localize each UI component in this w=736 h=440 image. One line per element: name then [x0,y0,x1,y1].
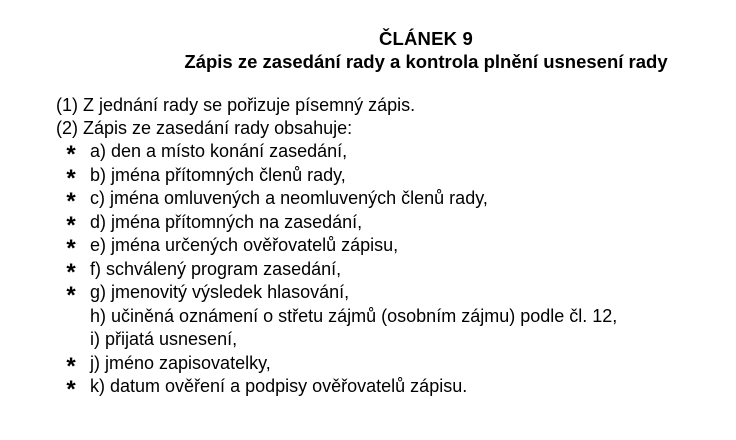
paragraph-2: (2) Zápis ze zasedání rady obsahuje: [56,118,353,138]
asterisk-icon: * [66,188,76,215]
asterisk-icon: * [66,282,76,309]
article-number: ČLÁNEK 9 [378,28,474,49]
asterisk-icon: * [66,235,76,262]
paragraph-1: (1) Z jednání rady se pořizuje písemný zápis. [56,95,416,115]
list-item-text: h) učiněná oznámení o střetu zájmů (osobním zájmu) podle čl. 12, [90,305,618,326]
paragraph-list [56,94,415,140]
list-item-text: i) přijatá usnesení, [90,329,238,349]
list-item-text: f) schválený program zasedání, [90,258,342,279]
list-item-text: e) jména určených ověřovatelů zápisu, [90,235,399,255]
list-item-text: g) jmenovitý výsledek hlasování, [90,282,350,302]
list-item-text: a) den a místo konání zasedání, [90,141,348,161]
list-item-text: d) jména přítomných na zasedání, [90,211,363,232]
asterisk-icon: * [66,258,76,286]
article-title: Zápis ze zasedání rady a kontrola plnění usnesení rady [184,51,668,72]
list-item-text: j) jméno zapisovatelky, [90,352,271,373]
list-item-text: b) jména přítomných členů rady, [90,164,346,185]
asterisk-icon: * [66,211,76,239]
asterisk-icon: * [66,376,76,403]
asterisk-icon: * [66,352,76,380]
asterisk-icon: * [66,164,76,192]
list-item-text: c) jména omluvených a neomluvených členů rady, [90,188,488,208]
asterisk-icon: * [66,141,76,168]
list-item-text: k) datum ověření a podpisy ověřovatelů zápisu. [90,376,468,396]
